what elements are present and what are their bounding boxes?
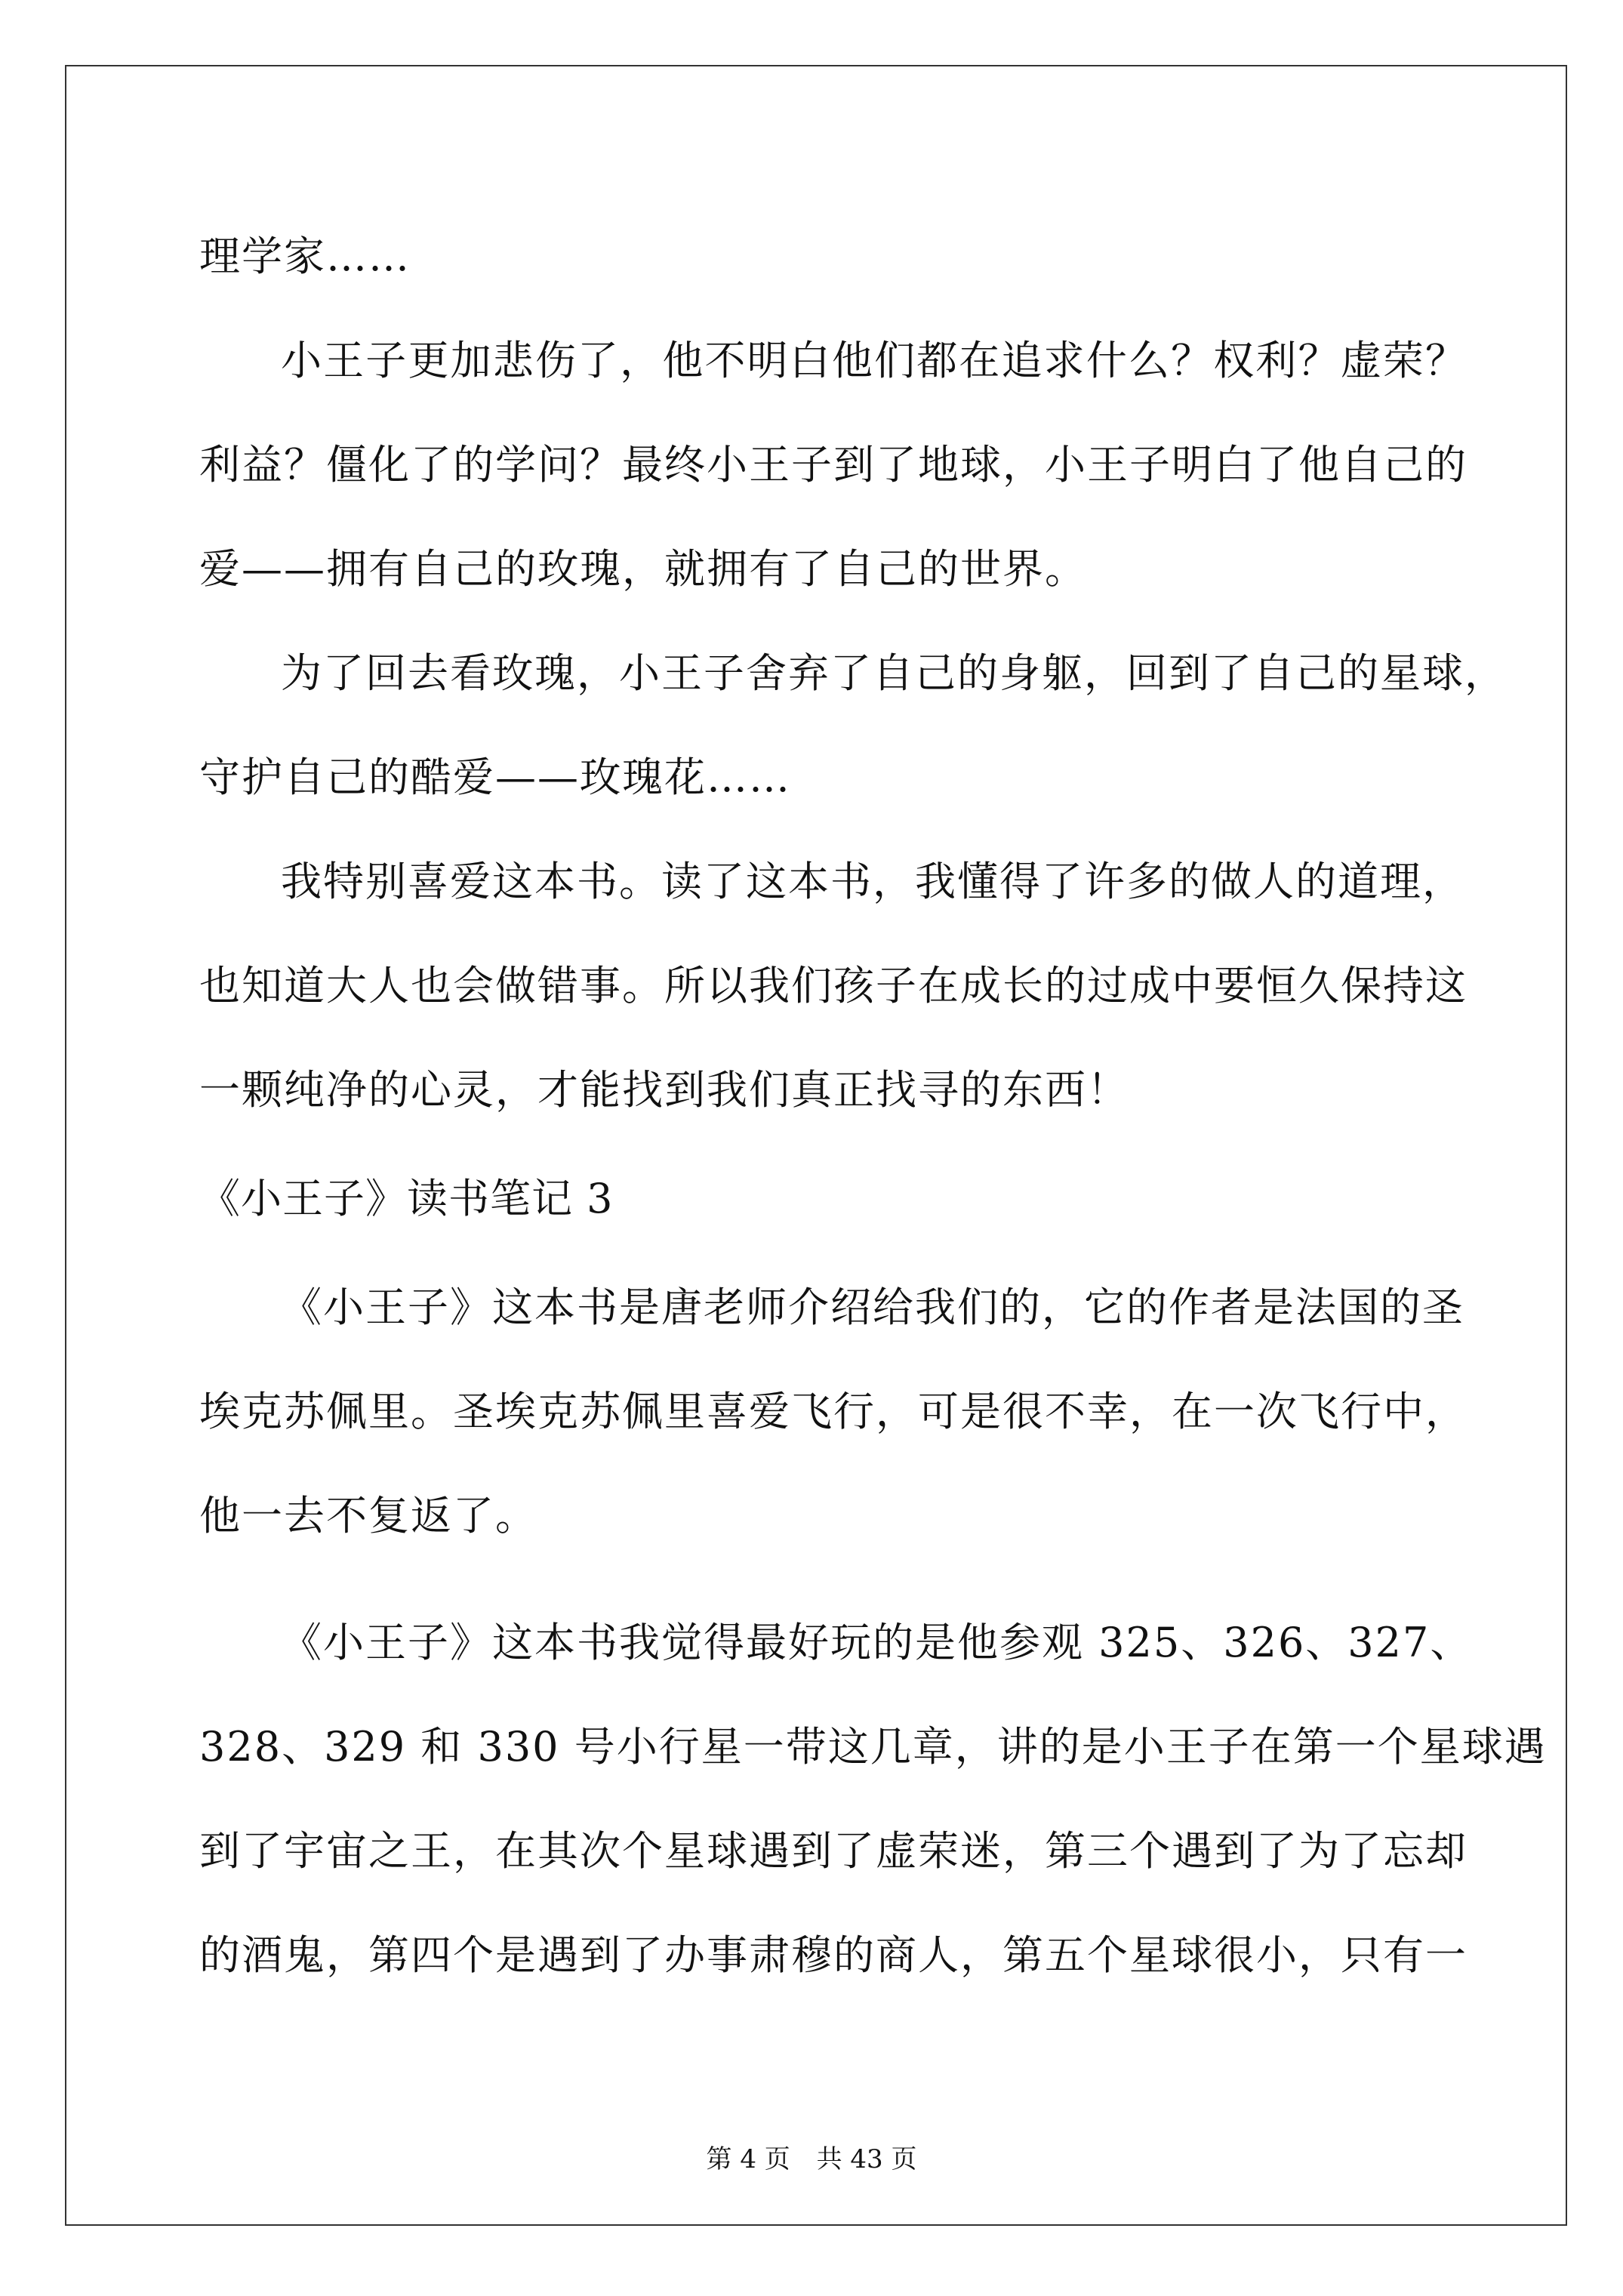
- text-line-14: 《小王子》这本书我觉得最好玩的是他参观 325、326、327、: [281, 1619, 1473, 1666]
- page-border: [65, 65, 1567, 2226]
- text-line-4: 爱——拥有自己的玫瑰，就拥有了自己的世界。: [199, 545, 1087, 593]
- text-line-1: 理学家……: [199, 233, 411, 280]
- text-line-7: 我特别喜爱这本书。读了这本书，我懂得了许多的做人的道理，: [281, 858, 1464, 905]
- text-line-5: 为了回去看玫瑰，小王子舍弃了自己的身躯，回到了自己的星球，: [281, 649, 1507, 697]
- page-footer: [0, 2144, 1623, 2174]
- page-total: 共 43 页: [816, 2144, 917, 2174]
- text-line-13: 他一去不复返了。: [199, 1492, 537, 1539]
- text-line-9: 一颗纯净的心灵，才能找到我们真正找寻的东西！: [199, 1066, 1129, 1114]
- text-line-15: 328、329 和 330 号小行星一带这几章，讲的是小王子在第一个星球遇: [199, 1723, 1547, 1771]
- text-line-6: 守护自己的酷爱——玫瑰花……: [199, 754, 791, 801]
- text-line-8: 也知道大人也会做错事。所以我们孩子在成长的过成中要恒久保持这: [199, 962, 1467, 1009]
- text-line-12: 埃克苏佩里。圣埃克苏佩里喜爱飞行，可是很不幸，在一次飞行中，: [199, 1388, 1467, 1435]
- text-line-3: 利益？僵化了的学问？最终小王子到了地球，小王子明白了他自己的: [199, 441, 1467, 488]
- text-line-16: 到了宇宙之王，在其次个星球遇到了虚荣迷，第三个遇到了为了忘却: [199, 1827, 1467, 1875]
- text-line-11: 《小王子》这本书是唐老师介绍给我们的，它的作者是法国的圣: [281, 1284, 1464, 1331]
- text-line-2: 小王子更加悲伤了，他不明白他们都在追求什么？权利？虚荣？: [281, 337, 1467, 384]
- text-line-17: 的酒鬼，第四个是遇到了办事肃穆的商人，第五个星球很小，只有一: [199, 1931, 1467, 1979]
- page-number: 第 4 页: [706, 2144, 790, 2174]
- section-heading: 《小王子》读书笔记 3: [199, 1175, 614, 1222]
